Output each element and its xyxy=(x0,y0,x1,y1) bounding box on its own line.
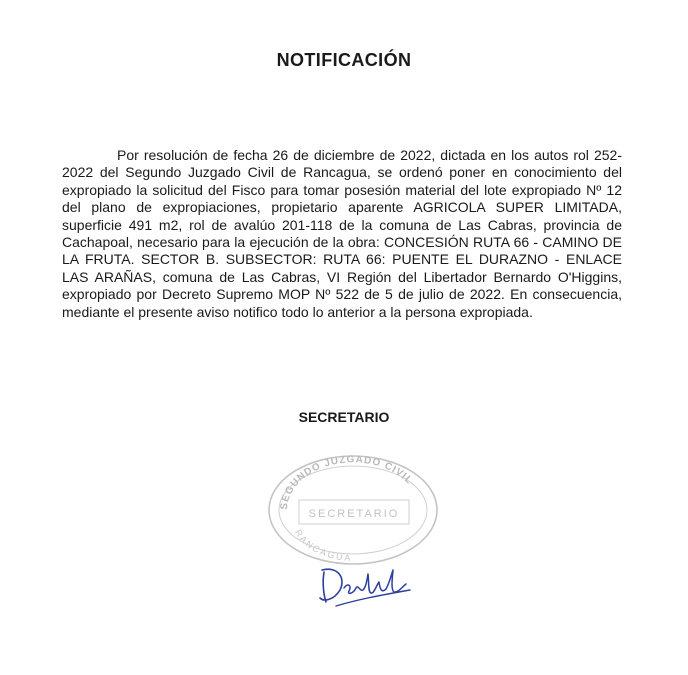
stamp-top-text: SEGUNDO JUZGADO CIVIL xyxy=(278,454,415,511)
signer-title: SECRETARIO xyxy=(298,409,390,425)
handwritten-signature xyxy=(316,560,416,612)
stamp-bottom-text: RANCAGUA xyxy=(293,527,353,564)
court-stamp xyxy=(265,452,440,567)
stamp-middle-text: SECRETARIO xyxy=(308,508,400,520)
document-title: NOTIFICACIÓN xyxy=(276,50,412,70)
notification-body: Por resolución de fecha 26 de diciembre de 2022, dictada en los autos rol 252-2022 del Segundo Juzgado Civil de Rancagua, se ordenó poner en conocimiento del expropiado la solicitud del Fisco para tomar posesión material del lote expropiado Nº 12 del plano de expropiaciones, propietario aparente AGRICOLA SUPER LIMITADA, superficie 491 m2, rol de avalúo 201-118 de la comuna de Las Cabras, provincia de Cachapoal, necesario para la ejecución de la obra: CONCESIÓN RUTA 66 - CAMINO DE LA FRUTA. SECTOR B. SUBSECTOR: RUTA 66: PUENTE EL DURAZNO - ENLACE LAS ARAÑAS, comuna de Las Cabras, VI Región del Libertador Bernardo O'Higgins, expropiado por Decreto Supremo MOP Nº 522 de 5 de julio de 2022. En consecuencia, mediante el presente aviso notifico todo lo anterior a la persona expropiada. xyxy=(62,147,622,320)
